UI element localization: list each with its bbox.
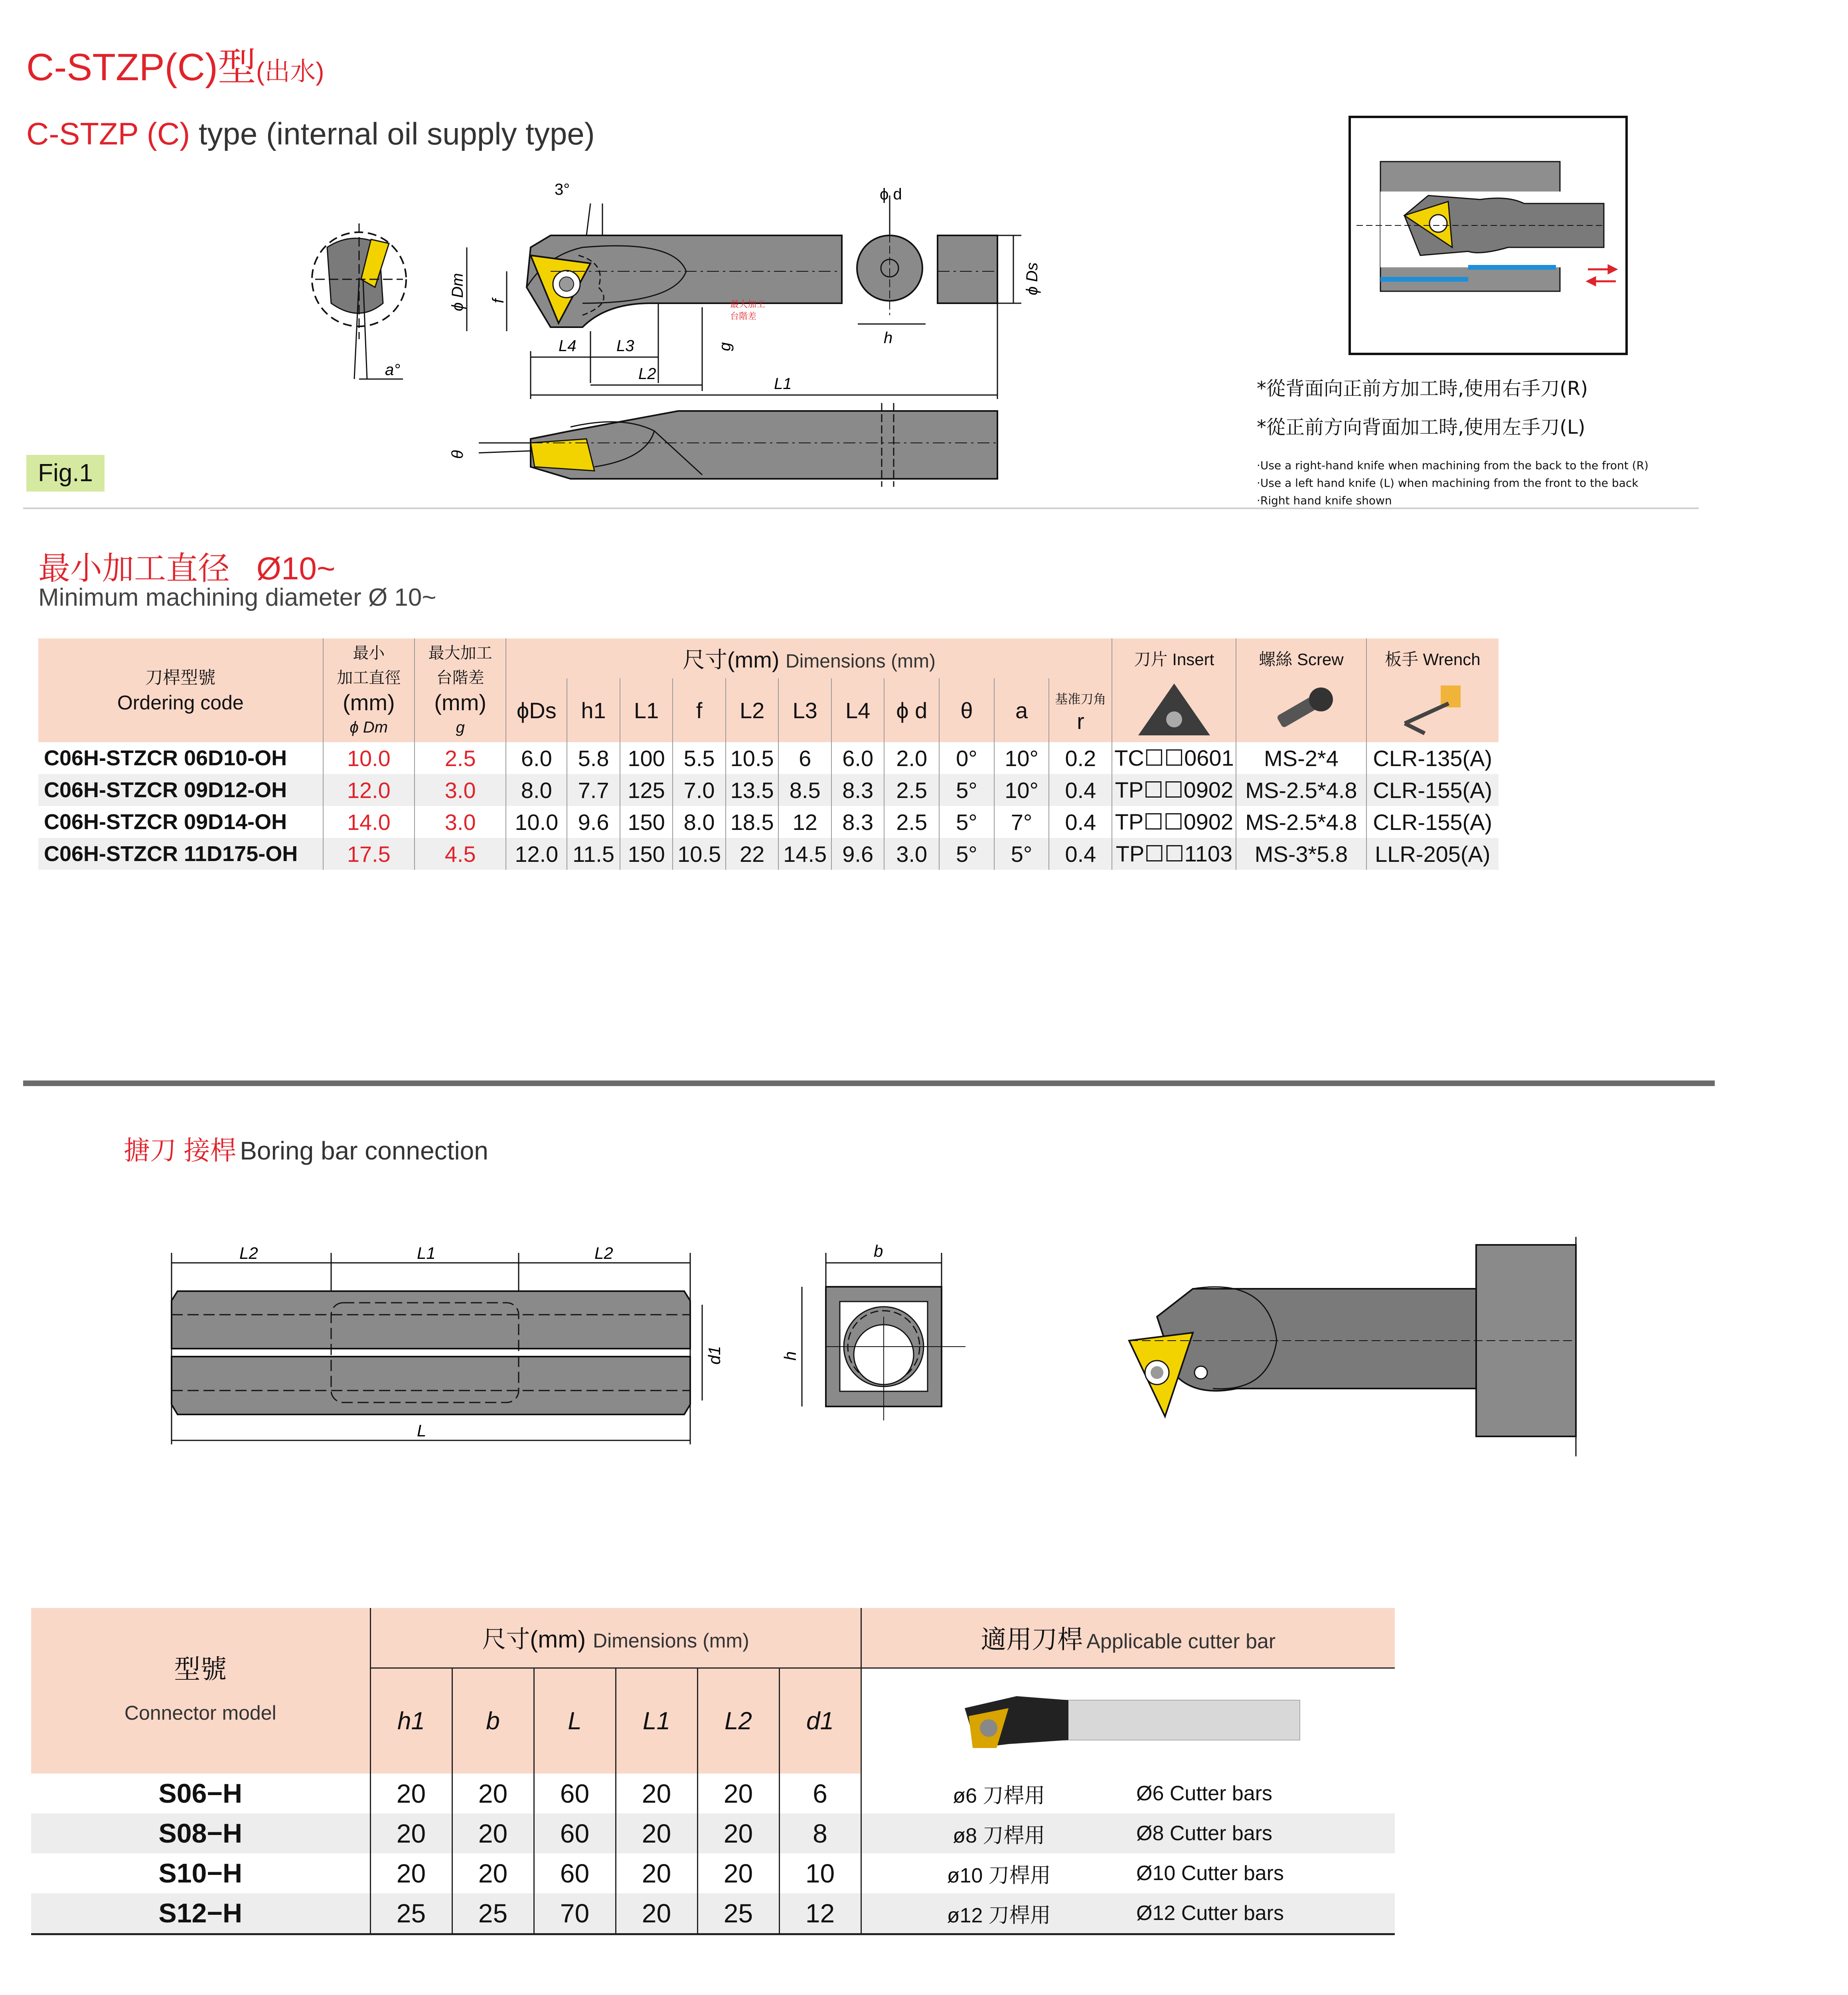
table-cell-bar-en: Ø12 Cutter bars [1136,1893,1395,1934]
table-cell-ds: 6.0 [506,742,567,774]
table-cell-model: S10−H [31,1853,370,1893]
th-min-diameter: 最小 加工直徑 (mm) ϕ Dm [323,638,415,742]
label-phi-dm: ϕ Dm [449,273,466,311]
table-cell-r: 0.2 [1049,742,1112,774]
th-applicable-bar: 適用刀桿 Applicable cutter bar [861,1608,1395,1668]
table-cell-l: 60 [534,1774,616,1813]
table-cell-g: 2.5 [415,742,506,774]
th-col-l3: L3 [778,678,831,742]
screw-image [1236,678,1366,742]
page-title-cn: C-STZP(C)型(出水) [26,46,324,89]
table-cell-h1: 9.6 [567,806,620,838]
table-cell-bar-en: Ø8 Cutter bars [1136,1813,1395,1853]
label-phi-ds: ϕ Ds [1023,262,1041,295]
table-cell-code: C06H-STZCR 09D12-OH [38,774,323,806]
table-cell-b: 20 [452,1813,534,1853]
usage-note-cn-1: *從背面向正前方加工時,使用右手刀(R) [1257,377,1588,400]
table-cell-g: 3.0 [415,806,506,838]
th-col-b: b [452,1668,534,1774]
top-view [479,403,997,487]
fig-label: Fig.1 [26,455,105,492]
table-cell-l1: 20 [616,1853,697,1893]
table-cell-f: 8.0 [673,806,726,838]
table-cell-l4: 8.3 [831,774,885,806]
th-col-h1: h1 [370,1668,452,1774]
table-cell-b: 20 [452,1853,534,1893]
table-cell-d: 2.0 [884,742,939,774]
divider-top [23,508,1699,509]
wrench-image [1366,678,1499,742]
table-cell-l: 70 [534,1893,616,1934]
divider-middle [23,1080,1715,1086]
table-cell-l1: 20 [616,1893,697,1934]
label-angle-3: 3° [555,181,570,198]
table-cell-h1: 7.7 [567,774,620,806]
table-cell-d1: 12 [779,1893,861,1934]
table-cell-insert: TP☐☐1103 [1112,838,1236,870]
th-connector-model: 型號 Connector model [31,1608,370,1774]
table-cell-a: 10° [994,742,1049,774]
table-cell-l1: 150 [620,838,673,870]
table-cell-h1: 25 [370,1893,452,1934]
th-dimensions-2: 尺寸(mm) Dimensions (mm) [370,1608,861,1668]
table-cell-bar-cn: ø6 刀桿用 [953,1784,1045,1807]
table-cell-l3: 14.5 [778,838,831,870]
table-cell-wrench: LLR-205(A) [1366,838,1499,870]
table-cell-theta: 5° [939,774,994,806]
table-cell-h1: 11.5 [567,838,620,870]
table-cell-f: 10.5 [673,838,726,870]
table-cell-bar-en: Ø10 Cutter bars [1136,1862,1284,1885]
label-h: h [781,1351,800,1361]
table-cell-insert: TP☐☐0902 [1112,806,1236,838]
usage-note-cn-2: *從正前方向背面加工時,使用左手刀(L) [1257,416,1585,439]
table-cell-l: 60 [534,1813,616,1853]
tool-spec-table [38,638,1499,870]
bar-assembly [1129,1237,1576,1456]
table-cell-l2: 20 [697,1813,779,1853]
table-cell-bar-cn: ø8 刀桿用 [861,1813,1136,1853]
end-view [312,223,406,379]
th-col-ds: ϕDs [506,678,567,742]
table-cell-model: S08−H [31,1813,370,1853]
table-cell-l2: 18.5 [726,806,779,838]
table-cell-code: C06H-STZCR 09D14-OH [38,806,323,838]
table-cell-bar-en: Ø6 Cutter bars [1136,1782,1273,1805]
th-col-d1: d1 [779,1668,861,1774]
side-view [527,223,997,327]
label-l2-left: L2 [239,1244,258,1262]
table-cell-l: 60 [534,1853,616,1893]
table-cell-dm: 14.0 [323,806,415,838]
table-cell-dm: 17.5 [323,838,415,870]
sleeve-side-view [172,1291,690,1414]
table-cell-l1: 20 [616,1813,697,1853]
label-l1: L1 [774,375,792,393]
table-cell-r: 0.4 [1049,838,1112,870]
table-cell-screw: MS-2.5*4.8 [1236,806,1366,838]
table-cell-l2: 22 [726,838,779,870]
table-cell-bar-cn: ø10 刀桿用 [947,1864,1051,1887]
th-col-h1: h1 [567,678,620,742]
th-col-l2: L2 [726,678,779,742]
table-cell-insert: TP☐☐0902 [1112,774,1236,806]
table-cell-wrench: CLR-135(A) [1373,745,1493,771]
th-col-d: ϕ d [884,678,939,742]
label-l4: L4 [559,337,577,355]
table-cell-screw: MS-3*5.8 [1236,838,1366,870]
table-cell-f: 5.5 [673,742,726,774]
min-diameter-en: Minimum machining diameter Ø 10~ [38,584,436,611]
table-cell-g: 4.5 [415,838,506,870]
table-cell-a: 7° [994,806,1049,838]
table-cell-l1: 150 [620,806,673,838]
table-cell-code: C06H-STZCR 11D175-OH [38,838,323,870]
table-cell-l4: 8.3 [831,806,885,838]
label-l2-right: L2 [594,1244,613,1262]
table-cell-a: 10° [994,774,1049,806]
label-l: L [417,1421,426,1440]
usage-note-en-2: ·Use a left hand knife (L) when machining from the front to the back [1257,476,1639,490]
table-cell-l2: 10.5 [726,742,779,774]
table-cell-code: C06H-STZCR 06D10-OH [38,742,323,774]
table-cell-b: 20 [452,1774,534,1813]
th-insert: 刀片 Insert [1112,638,1236,678]
table-cell-d: 2.5 [884,774,939,806]
table-cell-d1: 10 [779,1853,861,1893]
min-diameter-cn: 最小加工直径 Ø10~ [38,551,336,586]
table-cell-a: 5° [994,838,1049,870]
label-theta: θ [449,450,466,459]
table-cell-h1: 20 [370,1853,452,1893]
label-max-step: 最大加工 [730,299,766,309]
table-cell-ds: 8.0 [506,774,567,806]
th-ordering-code: 刀桿型號 Ordering code [38,638,323,742]
table-cell-model: S12−H [31,1893,370,1934]
connector-table [31,1608,1395,1935]
label-f: f [490,298,507,303]
insert-image [1112,678,1236,742]
table-cell-model: S06−H [31,1774,370,1813]
coolant-diagram [1348,116,1628,355]
table-cell-theta: 0° [939,742,994,774]
th-screw: 螺絲 Screw [1236,638,1366,678]
cutter-bar-image [861,1668,1395,1774]
table-cell-r: 0.4 [1049,806,1112,838]
usage-notes [1257,373,1649,510]
table-cell-d: 2.5 [884,806,939,838]
table-cell-l4: 9.6 [831,838,885,870]
th-dimensions: 尺寸(mm) Dimensions (mm) [506,638,1112,678]
table-cell-theta: 5° [939,838,994,870]
table-cell-d1: 8 [779,1813,861,1853]
label-l1: L1 [417,1244,436,1262]
table-cell-ds: 12.0 [506,838,567,870]
connection-heading: 搪刀 接桿 Boring bar connection [124,1136,488,1165]
table-cell-l2: 20 [697,1853,779,1893]
table-cell-l2: 13.5 [726,774,779,806]
th-col-l4: L4 [831,678,885,742]
th-col-r: 基准刀角 r [1049,678,1112,742]
th-col-l1: L1 [616,1668,697,1774]
table-cell-wrench: CLR-155(A) [1373,809,1493,835]
th-col-l1: L1 [620,678,673,742]
label-a: a° [385,361,401,379]
th-max-step: 最大加工 台階差 (mm) g [415,638,506,742]
table-cell-d1: 6 [779,1774,861,1813]
table-cell-l1: 125 [620,774,673,806]
table-cell-l2: 25 [697,1893,779,1934]
sleeve-end-view [802,1253,965,1420]
label-b: b [874,1242,883,1260]
table-cell-screw: MS-2.5*4.8 [1236,774,1366,806]
table-cell-h1: 20 [370,1774,452,1813]
table-cell-f: 7.0 [673,774,726,806]
table-cell-h1: 5.8 [567,742,620,774]
th-col-l2: L2 [697,1668,779,1774]
usage-note-en-1: ·Use a right-hand knife when machining from the back to the front (R) [1257,459,1649,472]
table-cell-l2: 20 [697,1774,779,1813]
table-cell-dm: 10.0 [323,742,415,774]
table-cell-wrench: CLR-155(A) [1366,774,1499,806]
th-col-a: a [994,678,1049,742]
table-cell-dm: 12.0 [323,774,415,806]
table-cell-screw: MS-2*4 [1236,742,1366,774]
page-title-en: C-STZP (C) type (internal oil supply type) [26,116,595,151]
label-max-step-2: 台階差 [730,311,757,321]
table-cell-d: 3.0 [884,838,939,870]
usage-note-en-3: ·Right hand knife shown [1257,494,1392,507]
label-l3: L3 [616,337,634,355]
th-col-theta: θ [939,678,994,742]
label-g: g [716,342,734,351]
label-l2: L2 [638,365,656,383]
table-cell-insert: TC☐☐0601 [1112,742,1236,774]
th-wrench: 板手 Wrench [1366,638,1499,678]
th-col-l: L [534,1668,616,1774]
table-cell-theta: 5° [939,806,994,838]
label-phi-d: ϕ d [880,186,902,203]
tool-drawing [295,168,1077,511]
table-cell-g: 3.0 [415,774,506,806]
table-cell-ds: 10.0 [506,806,567,838]
table-cell-l1: 20 [616,1774,697,1813]
connection-drawing [160,1229,1604,1468]
table-cell-b: 25 [452,1893,534,1934]
table-cell-l3: 12 [778,806,831,838]
label-h: h [884,329,893,347]
table-cell-bar-cn: ø12 刀桿用 [861,1893,1136,1934]
table-cell-r: 0.4 [1049,774,1112,806]
label-d1: d1 [705,1346,724,1365]
table-cell-l1: 100 [620,742,673,774]
table-cell-h1: 20 [370,1813,452,1853]
table-cell-l3: 8.5 [778,774,831,806]
th-col-f: f [673,678,726,742]
table-cell-l4: 6.0 [831,742,885,774]
table-cell-l3: 6 [778,742,831,774]
